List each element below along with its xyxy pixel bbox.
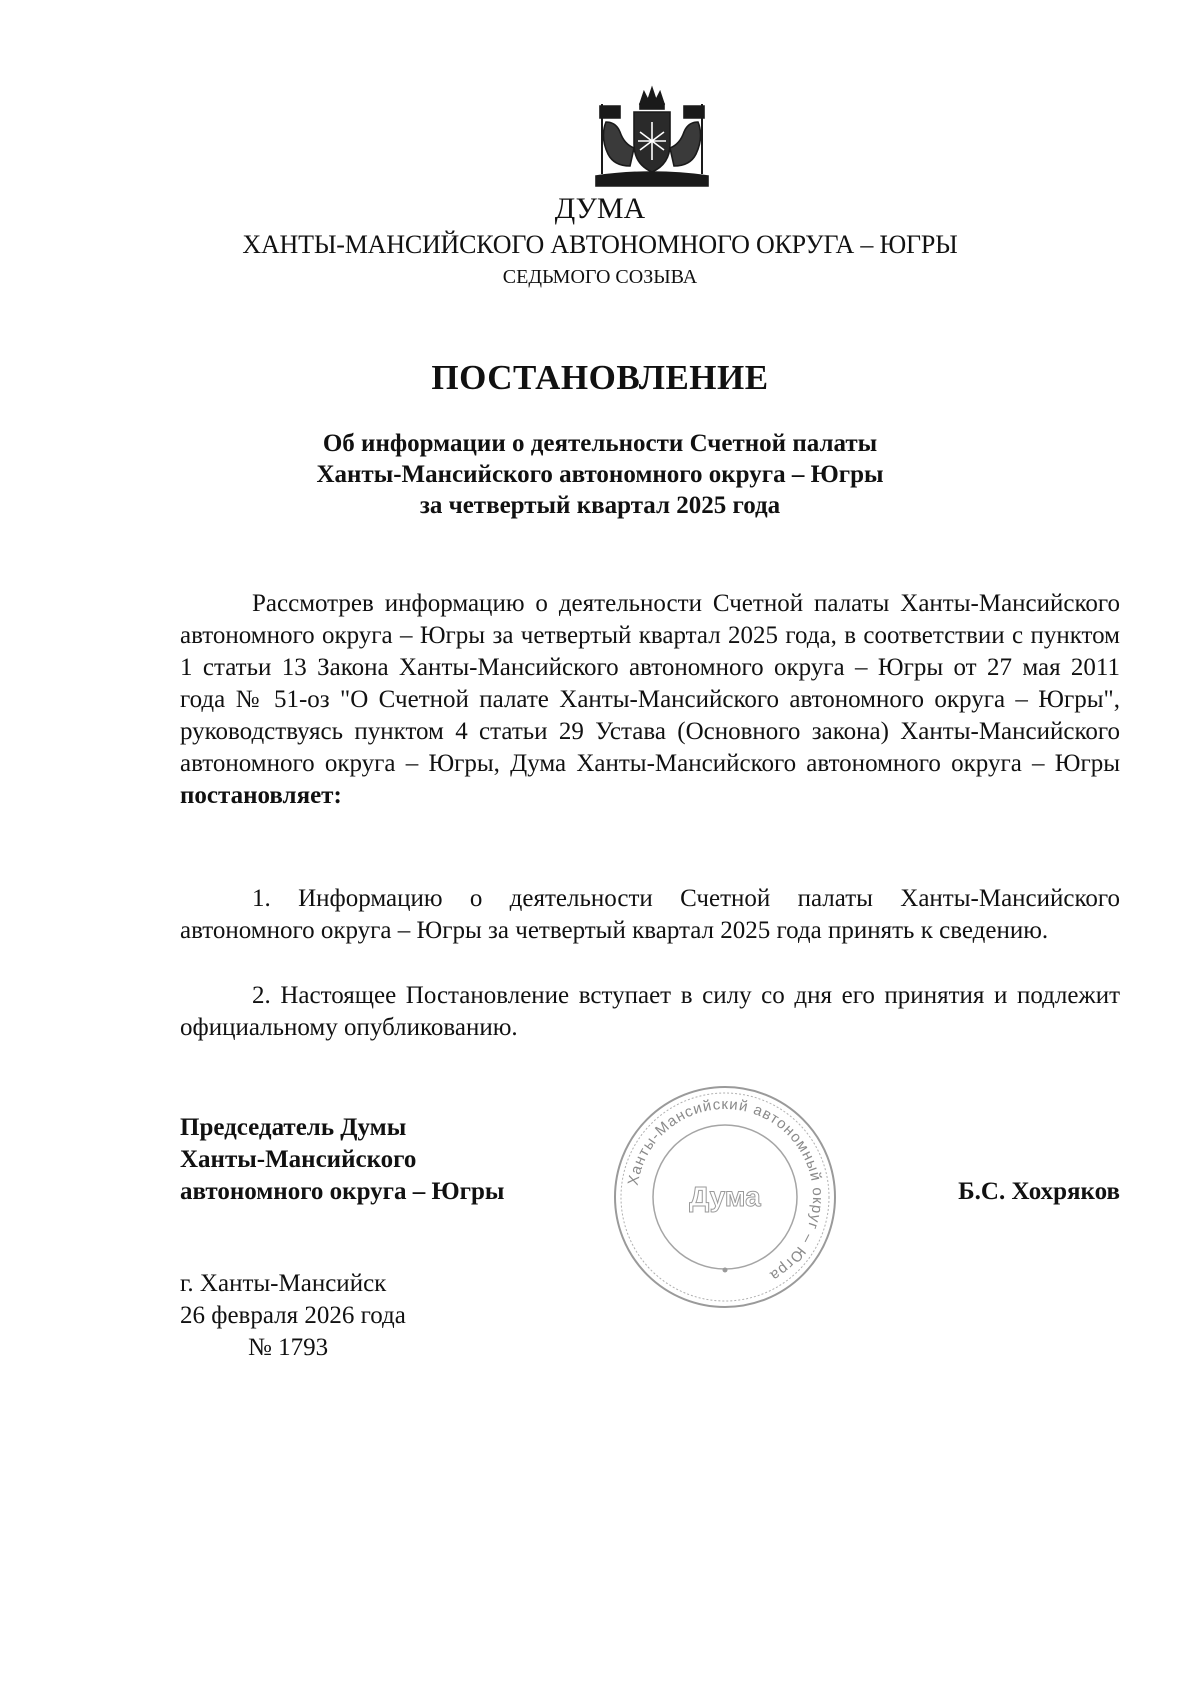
date: 26 февраля 2026 года xyxy=(180,1302,406,1329)
subject-line: Об информации о деятельности Счетной палаты xyxy=(322,430,878,457)
signatory-title-line: автономного округа – Югры xyxy=(180,1178,505,1205)
header-organization: ХАНТЫ-МАНСИЙСКОГО АВТОНОМНОГО ОКРУГА – ЮГРЫ xyxy=(242,230,958,259)
signatory-name: Б.С. Хохряков xyxy=(958,1178,1120,1205)
place-date-block xyxy=(180,1268,406,1364)
subject-line: Ханты-Мансийского автономного округа – Югры xyxy=(316,461,884,488)
resolution-item: 1. Информацию о деятельности Счетной палаты Ханты-Мансийского автономного округа – Югры за четвертый квартал 2025 года принять к сведению. xyxy=(180,885,1120,944)
header-convocation: СЕДЬМОГО СОЗЫВА xyxy=(502,266,698,288)
official-seal xyxy=(610,1082,840,1312)
signatory-title-line: Председатель Думы xyxy=(180,1114,407,1141)
seal-center-text: Дума xyxy=(689,1181,761,1212)
decree-word: постановляет: xyxy=(180,782,342,809)
seal-ring-text: Ханты-Мансийский автономный округ – Югра xyxy=(624,1095,827,1285)
signatory-title-line: Ханты-Мансийского xyxy=(180,1146,417,1173)
subject-line: за четвертый квартал 2025 года xyxy=(419,492,781,519)
document-subject xyxy=(0,428,1200,521)
coat-of-arms-icon xyxy=(590,82,714,194)
header-body-name: ДУМА xyxy=(554,192,646,225)
preamble-text: Рассмотрев информацию о деятельности Счетной палаты Ханты-Мансийского автономного округа – Югры за четвертый квартал 2025 года, в соответствии с пунктом 1 статьи 13 Закона Ханты-Мансийского автономного округа – Югры от 27 мая 2011 года № 51-оз "О Счетной палате Ханты-Мансийского автономного округа – Югры", руководствуясь пунктом 4 статьи 29 Устава (Основного закона) Ханты-Мансийского автономного округа – Югры, Дума Ханты-Мансийского автономного округа – Югры xyxy=(180,590,1120,777)
preamble-paragraph xyxy=(180,588,1120,812)
document-number: № 1793 xyxy=(248,1334,329,1361)
place: г. Ханты-Мансийск xyxy=(180,1270,387,1297)
resolution-item: 2. Настоящее Постановление вступает в силу со дня его принятия и подлежит официальному опубликованию. xyxy=(180,982,1120,1041)
document-title: ПОСТАНОВЛЕНИЕ xyxy=(431,358,769,397)
signatory-title xyxy=(180,1112,504,1208)
